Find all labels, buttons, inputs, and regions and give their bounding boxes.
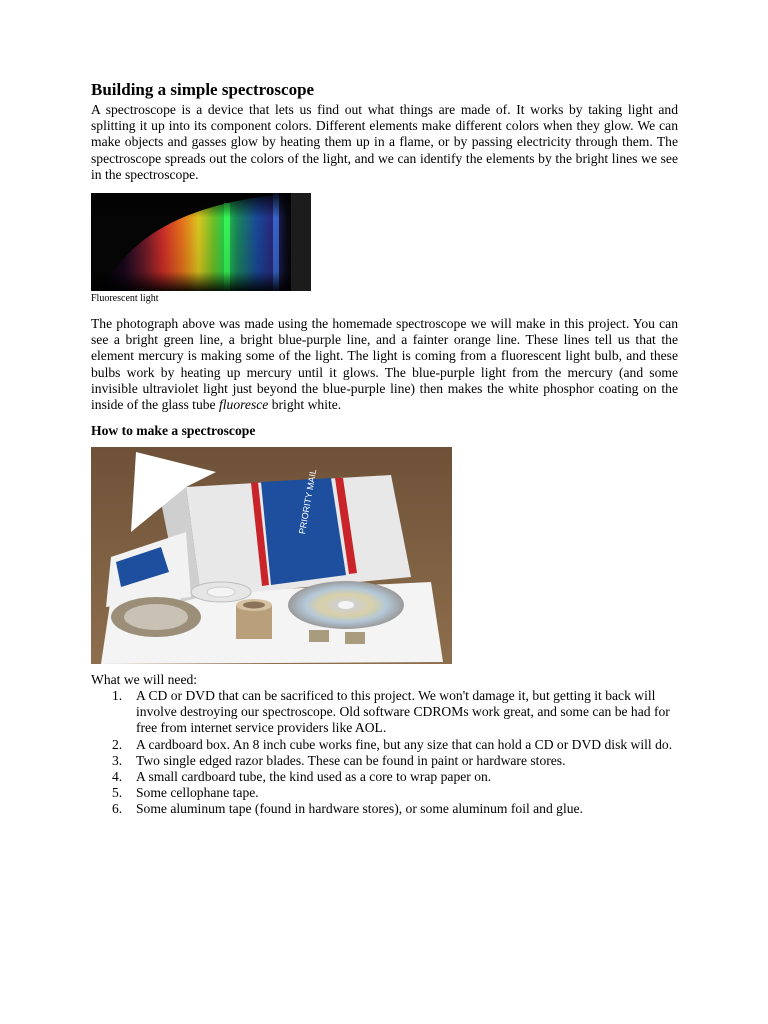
box-label: PRIORITY MAIL xyxy=(297,468,319,535)
list-item xyxy=(91,785,678,801)
list-text: Some cellophane tape. xyxy=(136,785,259,801)
list-item xyxy=(91,769,678,785)
list-number: 4. xyxy=(112,769,123,785)
materials-photo xyxy=(91,447,452,664)
paragraph-text-end: bright white. xyxy=(268,397,342,413)
list-text: A small cardboard tube, the kind used as a core to wrap paper on. xyxy=(136,769,492,785)
section-heading: How to make a spectroscope xyxy=(91,423,256,438)
list-text: A cardboard box. An 8 inch cube works fine, but any size that can hold a CD or DVD disk will do. xyxy=(136,736,673,752)
list-item xyxy=(91,753,678,769)
italic-term: fluoresce xyxy=(219,397,269,413)
list-number: 2. xyxy=(112,736,123,752)
list-item xyxy=(91,801,678,817)
intro-paragraph: A spectroscope is a device that lets us find out what things are made of. It works by taking light and splitting it up into its component colors. Different elements make different colors when they glow. We can make objects and gasses glow by heating them up in a flame, or by passing electricity through them. The spectroscope spreads out the colors of the light, and we can identify the elements by the bright lines we see in the spectroscope. xyxy=(91,102,678,182)
list-item xyxy=(91,688,678,737)
list-text: Some aluminum tape (found in hardware stores), or some aluminum foil and glue. xyxy=(136,801,583,817)
list-item xyxy=(91,737,678,753)
list-number: 3. xyxy=(112,752,123,768)
list-text: A CD or DVD that can be sacrificed to this project. We won't damage it, but getting it back will involve destroying our spectroscope. Old software CDROMs work great, and some can be had for free from internet service providers like AOL. xyxy=(136,688,670,736)
list-number: 5. xyxy=(112,785,123,801)
materials-label: What we will need: xyxy=(91,672,198,687)
paragraph-text: The photograph above was made using the homemade spectroscope we will make in this project. You can see a bright green line, a bright blue-purple line, and a fainter orange line. These lines tell us that the element mercury is making some of the light. The light is coming from a fluorescent light bulb, and these bulbs work by heating up mercury until it glows. The blue-purple light from the mercury (and some invisible ultraviolet light just beyond the blue-purple line) then makes the white phosphor coating on the inside of the glass tube xyxy=(91,316,678,413)
spectrum-caption: Fluorescent light xyxy=(91,293,159,304)
spectrum-photo xyxy=(91,193,311,291)
materials-list xyxy=(91,688,678,818)
page-title: Building a simple spectroscope xyxy=(91,80,315,99)
list-text: Two single edged razor blades. These can be found in paint or hardware stores. xyxy=(136,752,566,768)
list-number: 6. xyxy=(112,801,123,817)
photo-description-paragraph xyxy=(91,316,678,413)
list-number: 1. xyxy=(112,688,123,703)
